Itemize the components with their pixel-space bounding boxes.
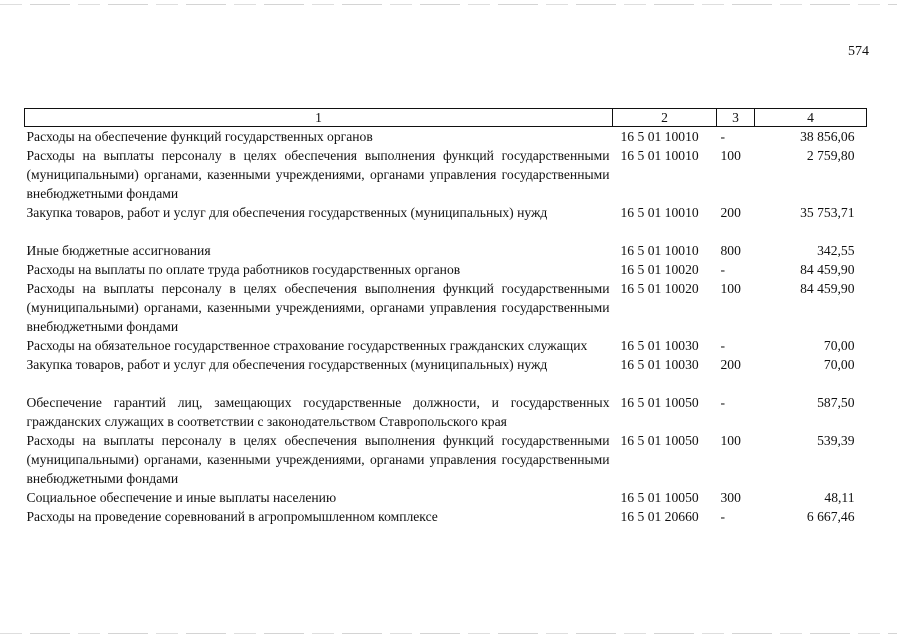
row-code: 16 5 01 10030	[620, 357, 699, 372]
row-vr: -	[720, 509, 726, 524]
row-vr: -	[720, 395, 726, 410]
table-row	[25, 127, 867, 147]
table-row	[25, 336, 867, 355]
row-code: 16 5 01 10050	[620, 433, 699, 448]
row-vr: 100	[720, 281, 741, 296]
table-row	[25, 279, 867, 336]
row-vr: -	[720, 338, 726, 353]
row-vr: 200	[720, 205, 741, 220]
table-row	[25, 355, 867, 393]
row-code: 16 5 01 10010	[620, 148, 699, 163]
row-name: Расходы на проведение соревнований в агропромышленном комплексе	[26, 509, 438, 524]
header-col-name: 1	[25, 109, 613, 127]
header-col-vr: 3	[717, 109, 755, 127]
row-vr: 200	[720, 357, 741, 372]
scan-artifact-top	[0, 4, 897, 5]
row-sum: 38 856,06	[800, 129, 855, 144]
row-sum: 70,00	[823, 338, 855, 353]
table-row	[25, 393, 867, 431]
scan-artifact-bottom	[0, 633, 897, 634]
row-code: 16 5 01 10010	[620, 243, 699, 258]
row-name: Обеспечение гарантий лиц, замещающих государственные должности, и государственных гражданских служащих в соответствии с законодательством Ставропольского края	[26, 395, 610, 429]
row-sum: 70,00	[823, 357, 855, 372]
table-row	[25, 260, 867, 279]
table-row	[25, 146, 867, 203]
row-code: 16 5 01 10010	[620, 129, 699, 144]
table-header	[25, 109, 867, 127]
budget-table	[24, 108, 867, 526]
row-vr: -	[720, 129, 726, 144]
row-name: Социальное обеспечение и иные выплаты населению	[26, 490, 337, 505]
row-sum: 48,11	[824, 490, 855, 505]
row-name: Закупка товаров, работ и услуг для обеспечения государственных (муниципальных) нужд	[26, 357, 548, 372]
header-col-code: 2	[613, 109, 717, 127]
row-name: Расходы на выплаты персоналу в целях обеспечения выполнения функций государственными (муниципальными) органами, казенными учреждениями, органами управления государственными внебюджетными фондами	[26, 281, 610, 334]
row-code: 16 5 01 10020	[620, 262, 699, 277]
row-code: 16 5 01 20660	[620, 509, 699, 524]
row-code: 16 5 01 10050	[620, 395, 699, 410]
row-code: 16 5 01 10050	[620, 490, 699, 505]
row-sum: 2 759,80	[806, 148, 855, 163]
table-row	[25, 488, 867, 507]
header-row	[25, 109, 867, 127]
row-code: 16 5 01 10010	[620, 205, 699, 220]
table-row	[25, 507, 867, 526]
row-sum: 84 459,90	[800, 281, 855, 296]
row-sum: 539,39	[817, 433, 855, 448]
row-vr: 100	[720, 148, 741, 163]
row-code: 16 5 01 10020	[620, 281, 699, 296]
row-sum: 587,50	[817, 395, 855, 410]
row-sum: 6 667,46	[806, 509, 855, 524]
table-body	[25, 127, 867, 527]
row-sum: 84 459,90	[800, 262, 855, 277]
row-vr: 800	[720, 243, 741, 258]
row-name: Расходы на выплаты по оплате труда работников государственных органов	[26, 262, 461, 277]
row-name: Расходы на выплаты персоналу в целях обеспечения выполнения функций государственными (муниципальными) органами, казенными учреждениями, органами управления государственными внебюджетными фондами	[26, 433, 610, 486]
row-vr: -	[720, 262, 726, 277]
row-name: Расходы на выплаты персоналу в целях обеспечения выполнения функций государственными (муниципальными) органами, казенными учреждениями, органами управления государственными внебюджетными фондами	[26, 148, 610, 201]
row-vr: 100	[720, 433, 741, 448]
row-code: 16 5 01 10030	[620, 338, 699, 353]
row-name: Расходы на обязательное государственное страхование государственных гражданских служащих	[26, 338, 588, 353]
row-sum: 342,55	[817, 243, 855, 258]
row-name: Закупка товаров, работ и услуг для обеспечения государственных (муниципальных) нужд	[26, 205, 548, 220]
row-sum: 35 753,71	[800, 205, 855, 220]
row-name: Иные бюджетные ассигнования	[26, 243, 211, 258]
row-vr: 300	[720, 490, 741, 505]
table-row	[25, 241, 867, 260]
header-col-sum: 4	[755, 109, 867, 127]
table-row	[25, 203, 867, 241]
row-name: Расходы на обеспечение функций государственных органов	[26, 129, 373, 144]
table-row	[25, 431, 867, 488]
page-number: 574	[848, 44, 869, 59]
